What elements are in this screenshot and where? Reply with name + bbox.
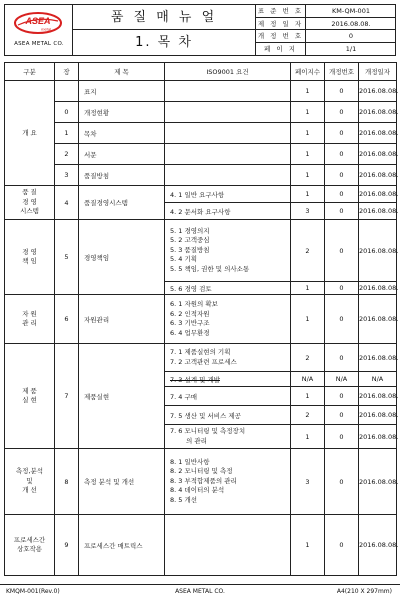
chapter-cell: 4 (55, 186, 79, 220)
document-info (255, 5, 395, 55)
document-footer (0, 584, 400, 599)
title-cell: 측정 분석 및 개선 (79, 449, 165, 515)
title-cell: 자원관리 (79, 295, 165, 344)
section-label: 개 선 (22, 486, 37, 495)
date-cell: 2016.08.08. (359, 387, 397, 406)
section-cell-process (5, 515, 55, 576)
requirement-line: 5. 3 품질방침 (170, 245, 210, 254)
title-cell: 서문 (79, 144, 165, 165)
revision-cell: 0 (325, 449, 359, 515)
requirement-line: 5. 4 기획 (170, 255, 198, 264)
requirement-cell (165, 425, 291, 449)
footer-form-code: KMQM-001(Rev.0) (6, 588, 60, 595)
chapter-cell: 5 (55, 220, 79, 295)
revision-cell: 0 (325, 144, 359, 165)
section-title: 1. 목 차 (135, 35, 193, 50)
chapter-cell: 2 (55, 144, 79, 165)
revision-cell: 0 (325, 102, 359, 123)
info-label: 페 이 지 (256, 43, 306, 55)
date-cell: 2016.08.08. (359, 123, 397, 144)
chapter-cell: 3 (55, 165, 79, 186)
revision-cell: 0 (325, 387, 359, 406)
requirement-cell (165, 220, 291, 282)
col-header-revision: 개정번호 (325, 63, 359, 81)
title-cell: 경영책임 (79, 220, 165, 295)
requirement-line: 5. 5 책임, 권한 및 의사소통 (170, 264, 250, 273)
info-value: 0 (348, 32, 354, 40)
section-label: 및 (26, 476, 33, 485)
requirement-line: 8. 5 개선 (170, 495, 198, 504)
date-cell: 2016.08.08. (359, 449, 397, 515)
col-header-revision-date: 개정일자 (359, 63, 397, 81)
chapter-cell: 6 (55, 295, 79, 344)
pages-cell: 2 (291, 220, 325, 282)
date-cell: 2016.08.08. (359, 344, 397, 372)
pages-cell: 2 (291, 406, 325, 425)
table-row (5, 295, 397, 344)
revision-cell: 0 (325, 123, 359, 144)
revision-cell: 0 (325, 81, 359, 102)
table-row (5, 123, 397, 144)
requirement-line: 의 관리 (186, 436, 207, 445)
info-label: 표 준 번 호 (256, 5, 306, 17)
requirement-cell (165, 123, 291, 144)
info-value: 2016.08.08. (331, 19, 371, 28)
col-header-pages: 페이지수 (291, 63, 325, 81)
date-cell: 2016.08.08. (359, 203, 397, 220)
pages-cell: 1 (291, 165, 325, 186)
requirement-line: 6. 1 자원의 확보 (170, 300, 218, 308)
requirement-line: 7. 1 제품실현의 기획 (170, 348, 231, 356)
info-row-page (256, 43, 396, 56)
table-row (5, 220, 397, 282)
date-cell: 2016.08.08. (359, 186, 397, 203)
asea-logo-icon (14, 12, 62, 34)
date-cell: 2016.08.08. (359, 515, 397, 576)
col-header-iso-requirement: ISO9001 요건 (165, 63, 291, 81)
date-cell: 2016.08.08. (359, 81, 397, 102)
requirement-cell (165, 102, 291, 123)
table-row (5, 165, 397, 186)
requirement-cell: 4. 1 일반 요구사항 (165, 186, 291, 203)
date-cell: 2016.08.08. (359, 102, 397, 123)
date-cell: 2016.08.08. (359, 165, 397, 186)
col-header-title: 제 목 (79, 63, 165, 81)
pages-cell: 3 (291, 449, 325, 515)
revision-cell: N/A (325, 372, 359, 387)
requirement-line: 8. 4 데이터의 분석 (170, 486, 225, 495)
pages-cell: 1 (291, 123, 325, 144)
requirement-cell: 5. 6 경영 검토 (165, 282, 291, 295)
section-label: 경 영 (22, 247, 37, 256)
revision-cell: 0 (325, 186, 359, 203)
pages-cell: 1 (291, 295, 325, 344)
section-label: 상호작용 (16, 545, 43, 553)
requirement-cell (165, 144, 291, 165)
table-row (5, 186, 397, 203)
table-row (5, 515, 397, 576)
section-label: 경 영 (22, 197, 37, 206)
logo-wordmark: ASEA (25, 16, 51, 26)
title-cell: 품질방침 (79, 165, 165, 186)
section-label: 제 품 (22, 386, 37, 395)
info-row-standard-no (256, 5, 396, 18)
requirement-line: 8. 3 부적합제품의 관리 (170, 476, 237, 485)
title-cell: 표지 (79, 81, 165, 102)
section-label: 실 현 (22, 396, 37, 404)
section-cell-product (5, 344, 55, 449)
revision-cell: 0 (325, 425, 359, 449)
requirement-cell (165, 295, 291, 344)
section-label: 프로세스간 (13, 535, 46, 544)
section-cell-measurement (5, 449, 55, 515)
requirement-line: 8. 2 모니터링 및 측정 (170, 467, 233, 476)
title-cell: 품질경영시스템 (79, 186, 165, 220)
date-cell: N/A (359, 372, 397, 387)
col-header-chapter: 장 (55, 63, 79, 81)
pages-cell: 1 (291, 81, 325, 102)
requirement-line: 7. 6 모니터링 및 측정장치 (170, 427, 246, 435)
footer-company: ASEA METAL CO. (175, 588, 225, 595)
requirement-cell (165, 81, 291, 102)
chapter-cell: 0 (55, 102, 79, 123)
pages-cell: 1 (291, 387, 325, 406)
date-cell: 2016.08.08. (359, 282, 397, 295)
info-row-established-date (256, 18, 396, 31)
pages-cell: 1 (291, 186, 325, 203)
requirement-line: 6. 3 기반구조 (170, 319, 210, 327)
requirement-line: 8. 1 일반사항 (170, 457, 210, 466)
date-cell: 2016.08.08. (359, 425, 397, 449)
requirement-cell (165, 449, 291, 515)
section-cell-resources (5, 295, 55, 344)
section-label: 품 질 (22, 188, 37, 197)
company-logo (5, 5, 73, 55)
pages-cell: 1 (291, 144, 325, 165)
title-cell: 제품실현 (79, 344, 165, 449)
revision-cell: 0 (325, 165, 359, 186)
manual-title: 품 질 매 뉴 얼 (73, 5, 255, 30)
requirement-line: 6. 4 업무환경 (170, 328, 210, 337)
section-cell-qms (5, 186, 55, 220)
table-row (5, 144, 397, 165)
requirement-line: 7. 2 고객관련 프로세스 (170, 357, 237, 366)
pages-cell: 1 (291, 282, 325, 295)
requirement-cell (165, 515, 291, 576)
info-label: 개 정 번 호 (256, 30, 306, 42)
document-header (4, 4, 396, 56)
requirement-cell: 7. 4 구매 (165, 387, 291, 406)
table-header-row (5, 63, 397, 81)
revision-cell: 0 (325, 295, 359, 344)
table-row (5, 449, 397, 515)
pages-cell: 1 (291, 102, 325, 123)
info-value: KM-QM-001 (332, 7, 370, 15)
table-row (5, 102, 397, 123)
revision-cell: 0 (325, 344, 359, 372)
date-cell: 2016.08.08. (359, 144, 397, 165)
revision-cell: 0 (325, 406, 359, 425)
revision-cell: 0 (325, 220, 359, 282)
info-row-revision-no (256, 30, 396, 43)
revision-cell: 0 (325, 282, 359, 295)
pages-cell: 3 (291, 203, 325, 220)
section-cell-management (5, 220, 55, 295)
chapter-cell: 8 (55, 449, 79, 515)
footer-paper-size: A4(210 X 297mm) (336, 588, 392, 595)
requirement-cell (165, 344, 291, 372)
logo-subtext: metal (41, 26, 51, 32)
requirement-cell: 4. 2 문서화 요구사항 (165, 203, 291, 220)
chapter-cell (55, 81, 79, 102)
section-label: 개 요 (22, 128, 37, 137)
col-header-category: 구분 (5, 63, 55, 81)
company-name: ASEA METAL CO. (14, 41, 64, 47)
section-label: 책 임 (22, 257, 37, 265)
info-label: 제 정 일 자 (256, 18, 306, 30)
title-cell: 목차 (79, 123, 165, 144)
pages-cell: 2 (291, 344, 325, 372)
table-row (5, 81, 397, 102)
revision-cell: 0 (325, 515, 359, 576)
requirement-line: 5. 1 경영의지 (170, 226, 210, 235)
pages-cell: N/A (291, 372, 325, 387)
requirement-cell: 7. 5 생산 및 서비스 제공 (165, 406, 291, 425)
title-cell: 개정현황 (79, 102, 165, 123)
requirement-cell: 7. 3 설계 및 개발 (165, 372, 291, 387)
requirement-line: 6. 2 인적자원 (170, 309, 210, 318)
date-cell: 2016.08.08. (359, 220, 397, 282)
section-label: 측정,분석 (15, 467, 44, 476)
chapter-cell: 9 (55, 515, 79, 576)
date-cell: 2016.08.08. (359, 406, 397, 425)
requirement-cell (165, 165, 291, 186)
section-cell-overview (5, 81, 55, 186)
section-label: 자 원 (22, 309, 37, 318)
info-value: 1/1 (345, 44, 357, 53)
chapter-cell: 1 (55, 123, 79, 144)
pages-cell: 1 (291, 425, 325, 449)
section-label: 시스템 (20, 207, 39, 216)
revision-cell: 0 (325, 203, 359, 220)
toc-table (4, 62, 397, 576)
pages-cell: 1 (291, 515, 325, 576)
title-cell: 프로세스간 매트릭스 (79, 515, 165, 576)
table-row (5, 344, 397, 372)
chapter-cell: 7 (55, 344, 79, 449)
section-label: 관 리 (22, 319, 37, 327)
date-cell: 2016.08.08. (359, 295, 397, 344)
requirement-line: 5. 2 고객중심 (170, 236, 210, 245)
